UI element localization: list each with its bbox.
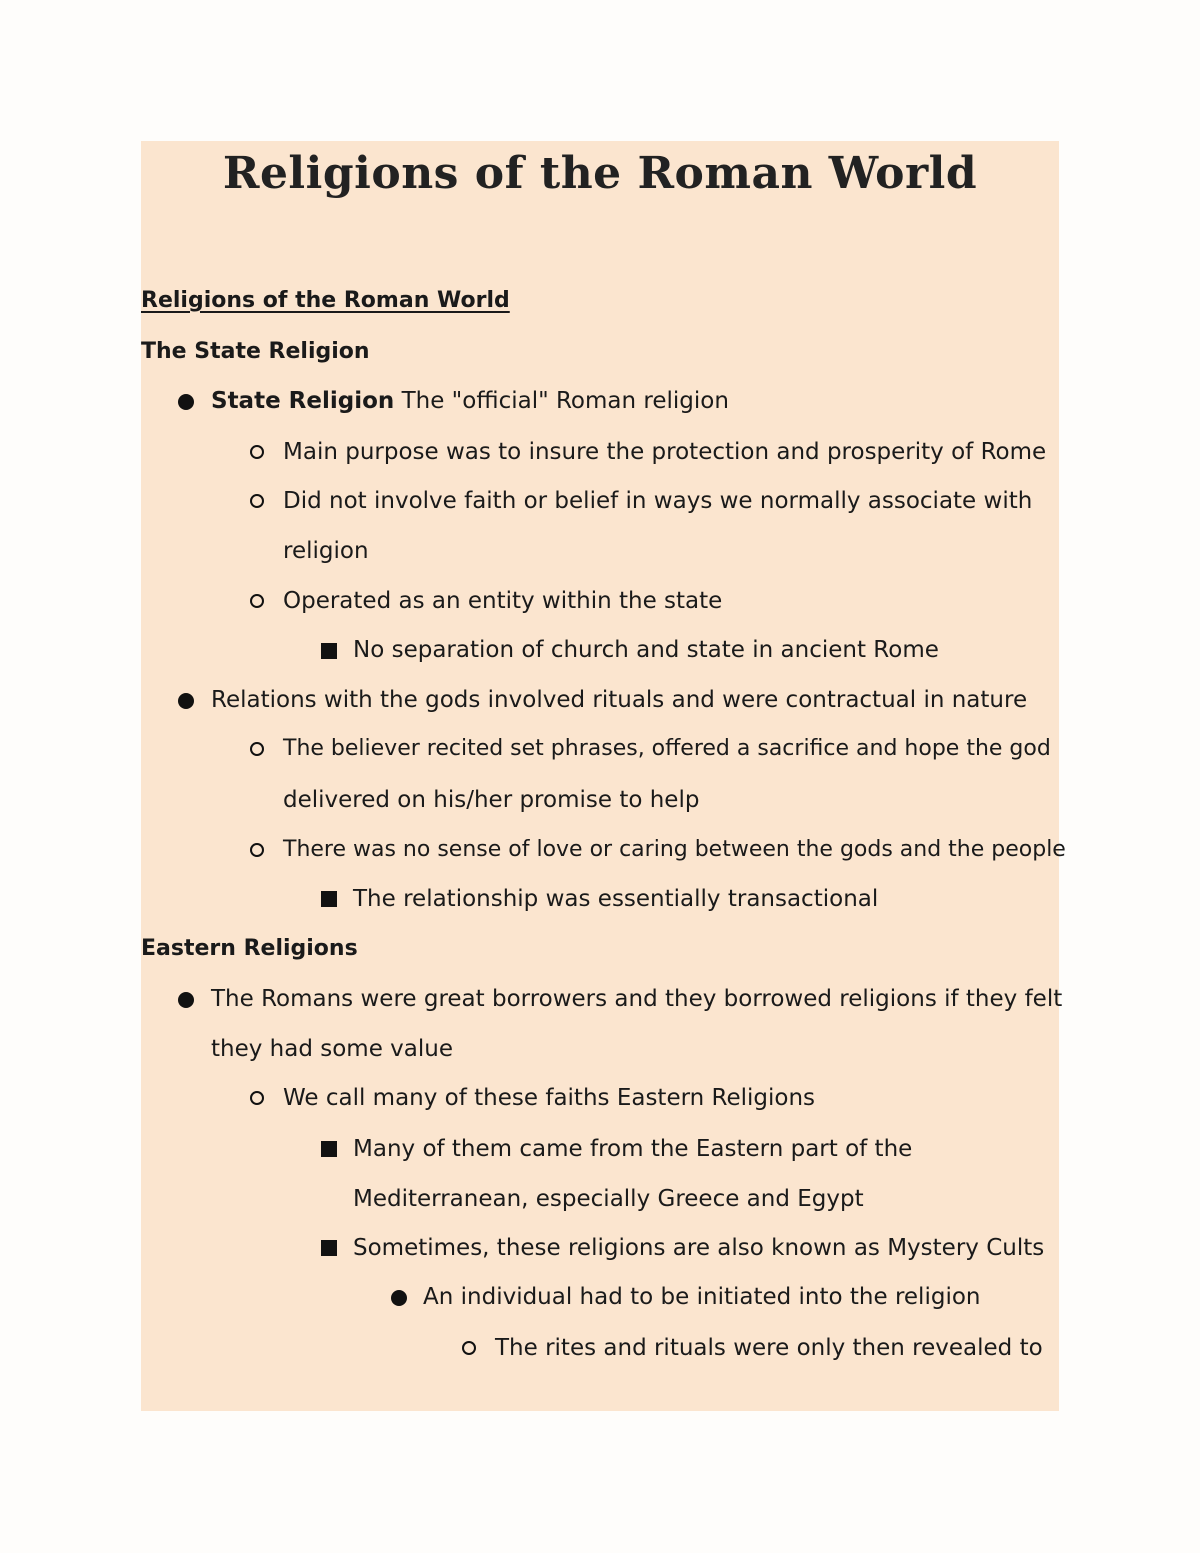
list-item: Relations with the gods involved rituals and were contractual in nature [211, 687, 1028, 713]
list-item: The rites and rituals were only then revealed to [495, 1335, 1043, 1361]
bullet-circle-icon [250, 494, 264, 508]
document-page [141, 141, 1059, 1411]
bullet-circle-icon [250, 1091, 264, 1105]
list-item: Many of them came from the Eastern part of the [353, 1136, 913, 1162]
bullet-square-icon [321, 1240, 337, 1256]
list-item: Did not involve faith or belief in ways we normally associate with [283, 488, 1033, 514]
list-item: The believer recited set phrases, offered a sacrifice and hope the god [283, 736, 1051, 761]
bullet-circle-icon [250, 445, 264, 459]
bullet-circle-icon [250, 594, 264, 608]
bullet-circle-icon [250, 742, 264, 756]
list-item: No separation of church and state in ancient Rome [353, 637, 939, 663]
subtitle: Religions of the Roman World [141, 288, 510, 313]
list-item-continuation: they had some value [211, 1036, 453, 1062]
list-item-continuation: delivered on his/her promise to help [283, 787, 700, 813]
list-item: An individual had to be initiated into the religion [423, 1284, 981, 1310]
list-item: Sometimes, these religions are also known as Mystery Cults [353, 1235, 1045, 1261]
list-item: We call many of these faiths Eastern Religions [283, 1085, 816, 1111]
bullet-square-icon [321, 891, 337, 907]
list-item: There was no sense of love or caring between the gods and the people [283, 837, 1066, 862]
list-item-continuation: Mediterranean, especially Greece and Egypt [353, 1186, 864, 1212]
bullet-square-icon [321, 1141, 337, 1157]
list-item: Main purpose was to insure the protection and prosperity of Rome [283, 439, 1047, 465]
document-title: Religions of the Roman World [222, 148, 978, 199]
list-item [211, 386, 729, 416]
list-item-continuation: religion [283, 538, 369, 564]
term-label: State Religion [211, 388, 395, 414]
list-item: Operated as an entity within the state [283, 588, 723, 614]
bullet-disc-icon [178, 992, 194, 1008]
section-heading-state-religion: The State Religion [141, 339, 370, 364]
bullet-circle-icon [462, 1341, 476, 1355]
bullet-circle-icon [250, 843, 264, 857]
bullet-disc-icon [178, 693, 194, 709]
term-definition: The "official" Roman religion [394, 388, 729, 414]
bullet-disc-icon [178, 394, 194, 410]
bullet-square-icon [321, 643, 337, 659]
list-item: The Romans were great borrowers and they borrowed religions if they felt [211, 986, 1063, 1012]
bullet-disc-icon [391, 1290, 407, 1306]
section-heading-eastern-religions: Eastern Religions [141, 936, 358, 961]
list-item: The relationship was essentially transactional [353, 886, 879, 912]
